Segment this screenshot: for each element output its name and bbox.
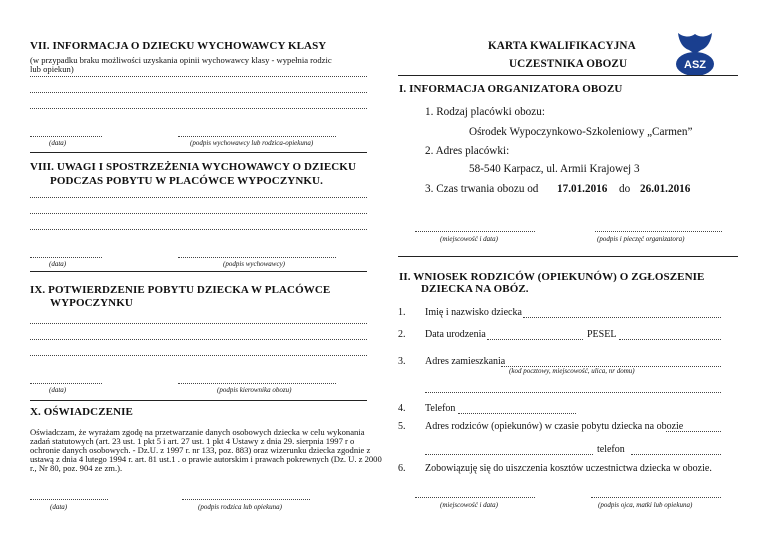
section-10-sign-line[interactable]: [182, 499, 310, 500]
section-8-line-2[interactable]: [30, 213, 367, 214]
section-10-sign-label: (podpis rodzica lub opiekuna): [198, 503, 282, 511]
divider: [398, 256, 738, 257]
home-address-field-2[interactable]: [425, 392, 721, 393]
section-10-text-line: zadań statutowych (art. 23 ust. 1 pkt 5 i art. 27 ust. 1 pkt 4 Ustawy z dnia 29. sierpnia 1997 r o: [30, 436, 355, 446]
home-address-note: (kod pocztowy, miejscowość, ulica, nr domu): [509, 367, 635, 375]
section-9-line-1[interactable]: [30, 323, 367, 324]
parent-sign-line[interactable]: [591, 497, 721, 498]
facility-address-value: 58-540 Karpacz, ul. Armii Krajowej 3: [469, 163, 640, 175]
section-7-date-label: (data): [49, 139, 67, 147]
section-7-line-3[interactable]: [30, 108, 367, 109]
section-10-text-line: ustawą z dnia 4 lutego 1994 r. art. 81 ust.1 . o prawie autorskim i prawach pokrewnych (Dz. U. z 2000: [30, 454, 382, 464]
section-9-line-2[interactable]: [30, 339, 367, 340]
phone-field[interactable]: [458, 413, 576, 414]
child-name-field[interactable]: [523, 317, 721, 318]
section-8-sign-line[interactable]: [178, 257, 336, 258]
section-9-line-3[interactable]: [30, 355, 367, 356]
cost-commitment-text: Zobowiązuję się do uiszczenia kosztów uczestnictwa dziecka w obozie.: [425, 463, 712, 474]
section-8-line-1[interactable]: [30, 197, 367, 198]
pesel-label: PESEL: [587, 329, 617, 340]
parents-address-field-2[interactable]: [425, 454, 593, 455]
facility-address-label: 2. Adres placówki:: [425, 145, 510, 157]
section-9-title: IX. POTWIERDZENIE POBYTU DZIECKA W PLACÓWCE: [30, 284, 331, 296]
parent-sign-label: (podpis ojca, matki lub opiekuna): [598, 501, 693, 509]
section-1-title: I. INFORMACJA ORGANIZATORA OBOZU: [399, 83, 623, 95]
section-10-text-line: Oświadczam, że wyrażam zgodę na przetwarzanie danych osobowych dziecka w celu wykonania: [30, 427, 365, 437]
birth-date-field[interactable]: [487, 339, 583, 340]
section-7-date-line[interactable]: [30, 136, 102, 137]
section-7-sign-label: (podpis wychowawcy lub rodzica-opiekuna): [190, 139, 314, 147]
organizer-sign-line[interactable]: [595, 231, 722, 232]
parent-date-label: (miejscowość i data): [440, 501, 498, 509]
section-10-date-label: (data): [50, 503, 68, 511]
parents-address-field[interactable]: [666, 431, 721, 432]
child-name-label: Imię i nazwisko dziecka: [425, 307, 522, 318]
section-8-title: VIII. UWAGI I SPOSTRZEŻENIA WYCHOWAWCY O DZIECKU: [30, 161, 357, 173]
section-7-sign-line[interactable]: [178, 136, 336, 137]
section-7-note: (w przypadku braku możliwości uzyskania opinii wychowawcy klasy - wypełnia rodzic: [30, 55, 332, 65]
section-10-text-line: r., Nr 80, poz. 904 ze zm.).: [30, 463, 123, 473]
card-title: KARTA KWALIFIKACYJNA: [488, 40, 636, 52]
section-9-date-label: (data): [49, 386, 67, 394]
section-8-sign-label: (podpis wychowawcy): [223, 260, 286, 268]
section-7-title: VII. INFORMACJA O DZIECKU WYCHOWAWCY KLASY: [30, 40, 327, 52]
item-6-num: 6.: [398, 463, 406, 474]
section-10-text-line: ochronie danych osobowych. - Dz.U. z 1997 r. nr 133, poz. 883) oraz wizerunku dziecka zgodnie z: [30, 445, 371, 455]
section-8-date-label: (data): [49, 260, 67, 268]
item-3-num: 3.: [398, 356, 406, 367]
pesel-field[interactable]: [619, 339, 721, 340]
section-9-title-2: WYPOCZYNKU: [50, 297, 133, 309]
section-2-title: II. WNIOSEK RODZICÓW (OPIEKUNÓW) O ZGŁOSZENIE: [399, 271, 705, 283]
card-subtitle: UCZESTNIKA OBOZU: [509, 58, 628, 70]
section-8-title-2: PODCZAS POBYTU W PLACÓWCE WYPOCZYNKU.: [50, 175, 323, 187]
facility-type-label: 1. Rodzaj placówki obozu:: [425, 106, 545, 118]
parent-date-line[interactable]: [415, 497, 535, 498]
section-8-line-3[interactable]: [30, 229, 367, 230]
section-10-date-line[interactable]: [30, 499, 108, 500]
divider: [30, 152, 367, 153]
organizer-date-label: (miejscowość i data): [440, 235, 498, 243]
divider: [30, 400, 367, 401]
camp-date-from: 17.01.2016: [557, 183, 608, 195]
section-7-line-2[interactable]: [30, 92, 367, 93]
birth-date-label: Data urodzenia: [425, 329, 486, 340]
section-10-title: X. OŚWIADCZENIE: [30, 406, 133, 418]
item-5-num: 5.: [398, 421, 406, 432]
section-9-date-line[interactable]: [30, 383, 102, 384]
home-address-label: Adres zamieszkania: [425, 356, 506, 367]
section-9-sign-label: (podpis kierownika obozu): [217, 386, 292, 394]
camp-date-sep: do: [619, 183, 631, 195]
asz-logo: [673, 30, 717, 80]
camp-date-to: 26.01.2016: [640, 183, 691, 195]
divider: [30, 271, 367, 272]
section-7-line-1[interactable]: [30, 76, 367, 77]
phone-label: Telefon: [425, 403, 456, 414]
parents-phone-label: telefon: [597, 444, 625, 455]
facility-type-value: Ośrodek Wypoczynkowo-Szkoleniowy „Carmen”: [469, 126, 693, 138]
organizer-sign-label: (podpis i pieczęć organizatora): [597, 235, 685, 243]
organizer-date-line[interactable]: [415, 231, 535, 232]
parents-address-label: Adres rodziców (opiekunów) w czasie pobytu dziecka na obozie: [425, 421, 684, 432]
parents-phone-field[interactable]: [631, 454, 721, 455]
item-4-num: 4.: [398, 403, 406, 414]
section-9-sign-line[interactable]: [178, 383, 336, 384]
item-1-num: 1.: [398, 307, 406, 318]
divider: [398, 75, 738, 76]
section-7-note-2: lub opiekun): [30, 64, 74, 74]
camp-duration-label: 3. Czas trwania obozu od: [425, 183, 539, 195]
section-8-date-line[interactable]: [30, 257, 102, 258]
logo-text: ASZ: [684, 59, 706, 71]
section-2-title-2: DZIECKA NA OBÓZ.: [421, 283, 529, 295]
item-2-num: 2.: [398, 329, 406, 340]
